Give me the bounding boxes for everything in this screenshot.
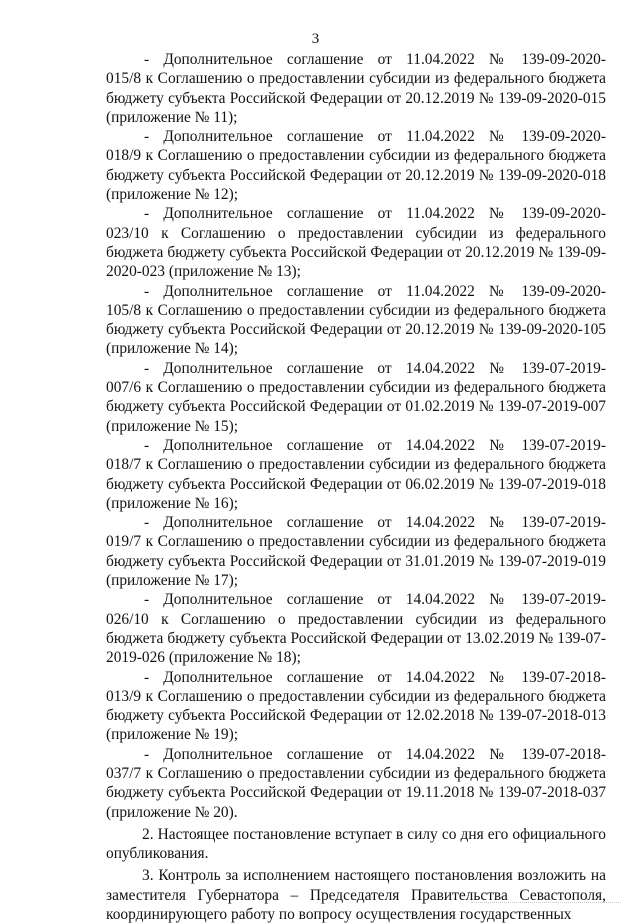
agreement-item-16: - Дополнительное соглашение от 14.04.2022 № 139-07-2019-018/7 к Соглашению о предоставлении субсидии из федерального бюджета бюджету субъекта Российской Федерации от 06.02.2019 № 139-07-2019-018 (приложение № 16); [106,436,606,512]
agreement-item-19: - Дополнительное соглашение от 14.04.2022 № 139-07-2018-013/9 к Соглашению о предоставлении субсидии из федерального бюджета бюджету субъекта Российской Федерации от 12.02.2018 № 139-07-2018-013 (приложение № 19); [106,668,606,744]
agreement-item-18: - Дополнительное соглашение от 14.04.2022 № 139-07-2019-026/10 к Соглашению о предоставлении субсидии из федерального бюджета бюджету субъекта Российской Федерации от 13.02.2019 № 139-07-2019-026 (приложение № 18); [106,591,606,667]
clause-3-paragraph: 3. Контроль за исполнением настоящего постановления возложить на заместителя Губернатора – Председателя Правительства Севастополя, координирующего работу по вопросу осуществления государственных [106,867,606,924]
agreement-item-14: - Дополнительное соглашение от 11.04.2022 № 139-09-2020-105/8 к Соглашению о предоставлении субсидии из федерального бюджета бюджету субъекта Российской Федерации от 20.12.2019 № 139-09-2020-105 (приложение № 14); [106,282,606,358]
scan-edge-mark [471,898,621,903]
agreement-item-11: - Дополнительное соглашение от 11.04.2022 № 139-09-2020-015/8 к Соглашению о предоставлении субсидии из федерального бюджета бюджету субъекта Российской Федерации от 20.12.2019 № 139-09-2020-015 (приложение № 11); [106,51,606,126]
agreement-item-13: - Дополнительное соглашение от 11.04.2022 № 139-09-2020-023/10 к Соглашению о предоставлении субсидии из федерального бюджета бюджету субъекта Российской Федерации от 20.12.2019 № 139-09-2020-023 (приложение № 13); [106,205,606,281]
clause-2-paragraph: 2. Настоящее постановление вступает в силу со дня его официального опубликования. [106,825,606,863]
page-number: 3 [311,31,320,47]
document-body [106,50,606,924]
agreement-item-17: - Дополнительное соглашение от 14.04.2022 № 139-07-2019-019/7 к Соглашению о предоставлении субсидии из федерального бюджета бюджету субъекта Российской Федерации от 31.01.2019 № 139-07-2019-019 (приложение № 17); [106,514,606,590]
agreement-item-15: - Дополнительное соглашение от 14.04.2022 № 139-07-2019-007/6 к Соглашению о предоставлении субсидии из федерального бюджета бюджету субъекта Российской Федерации от 01.02.2019 № 139-07-2019-007 (приложение № 15); [106,359,606,435]
agreement-item-12: - Дополнительное соглашение от 11.04.2022 № 139-09-2020-018/9 к Соглашению о предоставлении субсидии из федерального бюджета бюджету субъекта Российской Федерации от 20.12.2019 № 139-09-2020-018 (приложение № 12); [106,128,606,204]
agreement-item-20: - Дополнительное соглашение от 14.04.2022 № 139-07-2018-037/7 к Соглашению о предоставлении субсидии из федерального бюджета бюджету субъекта Российской Федерации от 19.11.2018 № 139-07-2018-037 (приложение № 20). [106,745,606,821]
